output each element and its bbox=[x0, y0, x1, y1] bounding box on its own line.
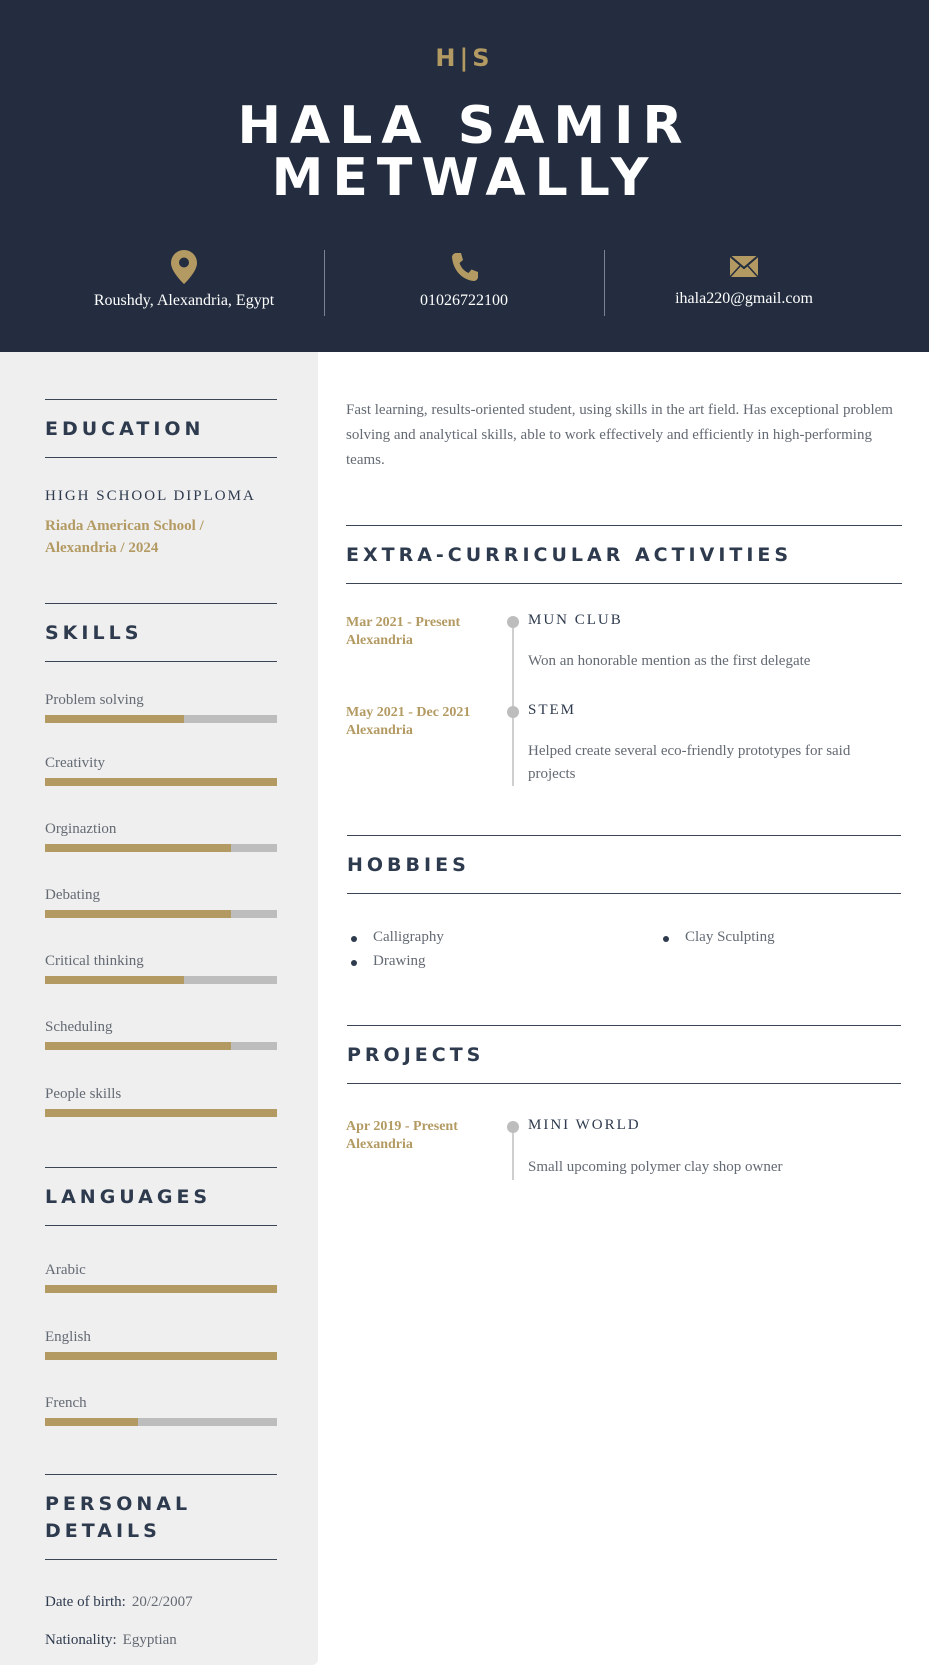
education-school bbox=[45, 515, 277, 559]
language-label: Arabic bbox=[45, 1262, 86, 1278]
skill-item bbox=[45, 953, 277, 984]
projects-section bbox=[347, 1025, 901, 1084]
project-date-range: Apr 2019 - Present bbox=[346, 1119, 458, 1134]
education-degree: HIGH SCHOOL DIPLOMA bbox=[45, 488, 256, 504]
resume-header bbox=[0, 0, 929, 352]
skill-label: Problem solving bbox=[45, 692, 144, 708]
hobbies-title: HOBBIES bbox=[347, 835, 901, 894]
contact-phone bbox=[324, 250, 604, 316]
timeline-dot bbox=[507, 616, 519, 628]
phone-text: 01026722100 bbox=[420, 292, 508, 309]
activity-description: Won an honorable mention as the first delegate bbox=[528, 653, 811, 669]
nationality-row bbox=[45, 1632, 277, 1649]
project-date bbox=[346, 1118, 496, 1154]
skill-bar bbox=[45, 910, 277, 918]
skill-bar-fill bbox=[45, 976, 184, 984]
language-bar-fill bbox=[45, 1352, 277, 1360]
monogram: H|S bbox=[435, 44, 494, 72]
language-item bbox=[45, 1262, 277, 1293]
name-line-1: HALA SAMIR bbox=[237, 96, 692, 156]
project-place: Alexandria bbox=[346, 1137, 413, 1152]
language-bar bbox=[45, 1418, 277, 1426]
full-name bbox=[0, 96, 929, 208]
dob-label: Date of birth: bbox=[45, 1594, 126, 1610]
activity-description: Helped create several eco-friendly prototypes for said projects bbox=[528, 743, 851, 782]
skill-item bbox=[45, 755, 277, 786]
skill-bar bbox=[45, 778, 277, 786]
personal-title-line: DETAILS bbox=[45, 1520, 161, 1542]
phone-icon bbox=[450, 250, 478, 284]
date-of-birth-row bbox=[45, 1594, 277, 1611]
language-label: French bbox=[45, 1395, 87, 1411]
skill-bar-fill bbox=[45, 715, 184, 723]
nationality-value: Egyptian bbox=[122, 1632, 177, 1648]
hobby-item: Drawing bbox=[373, 953, 426, 969]
activity-place: Alexandria bbox=[346, 633, 413, 648]
education-section bbox=[45, 399, 277, 559]
skill-bar-fill bbox=[45, 910, 231, 918]
activity-date-range: May 2021 - Dec 2021 bbox=[346, 705, 471, 720]
language-bar bbox=[45, 1352, 277, 1360]
skill-label: Scheduling bbox=[45, 1019, 113, 1035]
activity-date bbox=[346, 614, 496, 650]
skill-label: People skills bbox=[45, 1086, 122, 1102]
skill-bar bbox=[45, 976, 277, 984]
projects-title: PROJECTS bbox=[347, 1025, 901, 1084]
profile-summary: Fast learning, results-oriented student, using skills in the art field. Has exceptional problem solving and analytical skills, able to work effectively and efficiently in high-performing teams. bbox=[346, 402, 893, 468]
skill-bar-fill bbox=[45, 778, 277, 786]
education-school-line: Riada American School / bbox=[45, 518, 204, 534]
activity-place: Alexandria bbox=[346, 723, 413, 738]
language-item bbox=[45, 1329, 277, 1360]
dob-value: 20/2/2007 bbox=[131, 1594, 193, 1610]
skill-bar-fill bbox=[45, 844, 231, 852]
language-item bbox=[45, 1395, 277, 1426]
skill-bar bbox=[45, 1109, 277, 1117]
language-bar bbox=[45, 1285, 277, 1293]
hobby-item: Clay Sculpting bbox=[685, 929, 775, 945]
activity-date-range: Mar 2021 - Present bbox=[346, 615, 461, 630]
skill-item bbox=[45, 887, 277, 918]
education-school-line: Alexandria / 2024 bbox=[45, 540, 159, 556]
languages-title: LANGUAGES bbox=[45, 1167, 277, 1226]
contact-address bbox=[34, 250, 334, 316]
personal-title-line: PERSONAL bbox=[45, 1493, 192, 1515]
personal-details-title bbox=[45, 1474, 277, 1560]
language-bar-fill bbox=[45, 1285, 277, 1293]
languages-section bbox=[45, 1167, 277, 1226]
skill-label: Creativity bbox=[45, 755, 105, 771]
education-title: EDUCATION bbox=[45, 399, 277, 458]
location-pin-icon bbox=[171, 250, 197, 284]
timeline-dot bbox=[507, 706, 519, 718]
address-text: Roushdy, Alexandria, Egypt bbox=[93, 292, 275, 309]
nationality-label: Nationality: bbox=[45, 1632, 117, 1648]
skill-label: Orginaztion bbox=[45, 821, 117, 837]
timeline-dot bbox=[507, 1121, 519, 1133]
skill-bar bbox=[45, 844, 277, 852]
project-description: Small upcoming polymer clay shop owner bbox=[528, 1159, 783, 1175]
skill-label: Critical thinking bbox=[45, 953, 144, 969]
timeline-line bbox=[512, 622, 514, 786]
skills-title: SKILLS bbox=[45, 603, 277, 662]
skill-item bbox=[45, 821, 277, 852]
skill-item bbox=[45, 1019, 277, 1050]
hobby-item: Calligraphy bbox=[373, 929, 444, 945]
activities-title: EXTRA-CURRICULAR ACTIVITIES bbox=[346, 525, 902, 584]
skill-label: Debating bbox=[45, 887, 100, 903]
contact-email bbox=[604, 250, 884, 316]
skill-bar bbox=[45, 1042, 277, 1050]
skill-bar-fill bbox=[45, 1042, 231, 1050]
project-title: MINI WORLD bbox=[528, 1117, 641, 1133]
hobbies-section bbox=[347, 835, 901, 894]
activity-title: MUN CLUB bbox=[528, 612, 623, 628]
skills-section bbox=[45, 603, 277, 662]
language-bar-fill bbox=[45, 1418, 138, 1426]
personal-details-section bbox=[45, 1474, 277, 1560]
activities-section bbox=[346, 525, 902, 584]
skill-bar bbox=[45, 715, 277, 723]
name-line-2: METWALLY bbox=[271, 148, 658, 208]
email-text: ihala220@gmail.com bbox=[675, 290, 813, 307]
timeline-line bbox=[512, 1128, 514, 1180]
language-label: English bbox=[45, 1329, 91, 1345]
skill-bar-fill bbox=[45, 1109, 277, 1117]
activity-title: STEM bbox=[528, 702, 577, 718]
envelope-icon bbox=[729, 250, 759, 284]
skill-item bbox=[45, 692, 277, 723]
skill-item bbox=[45, 1086, 277, 1117]
activity-date bbox=[346, 704, 496, 740]
